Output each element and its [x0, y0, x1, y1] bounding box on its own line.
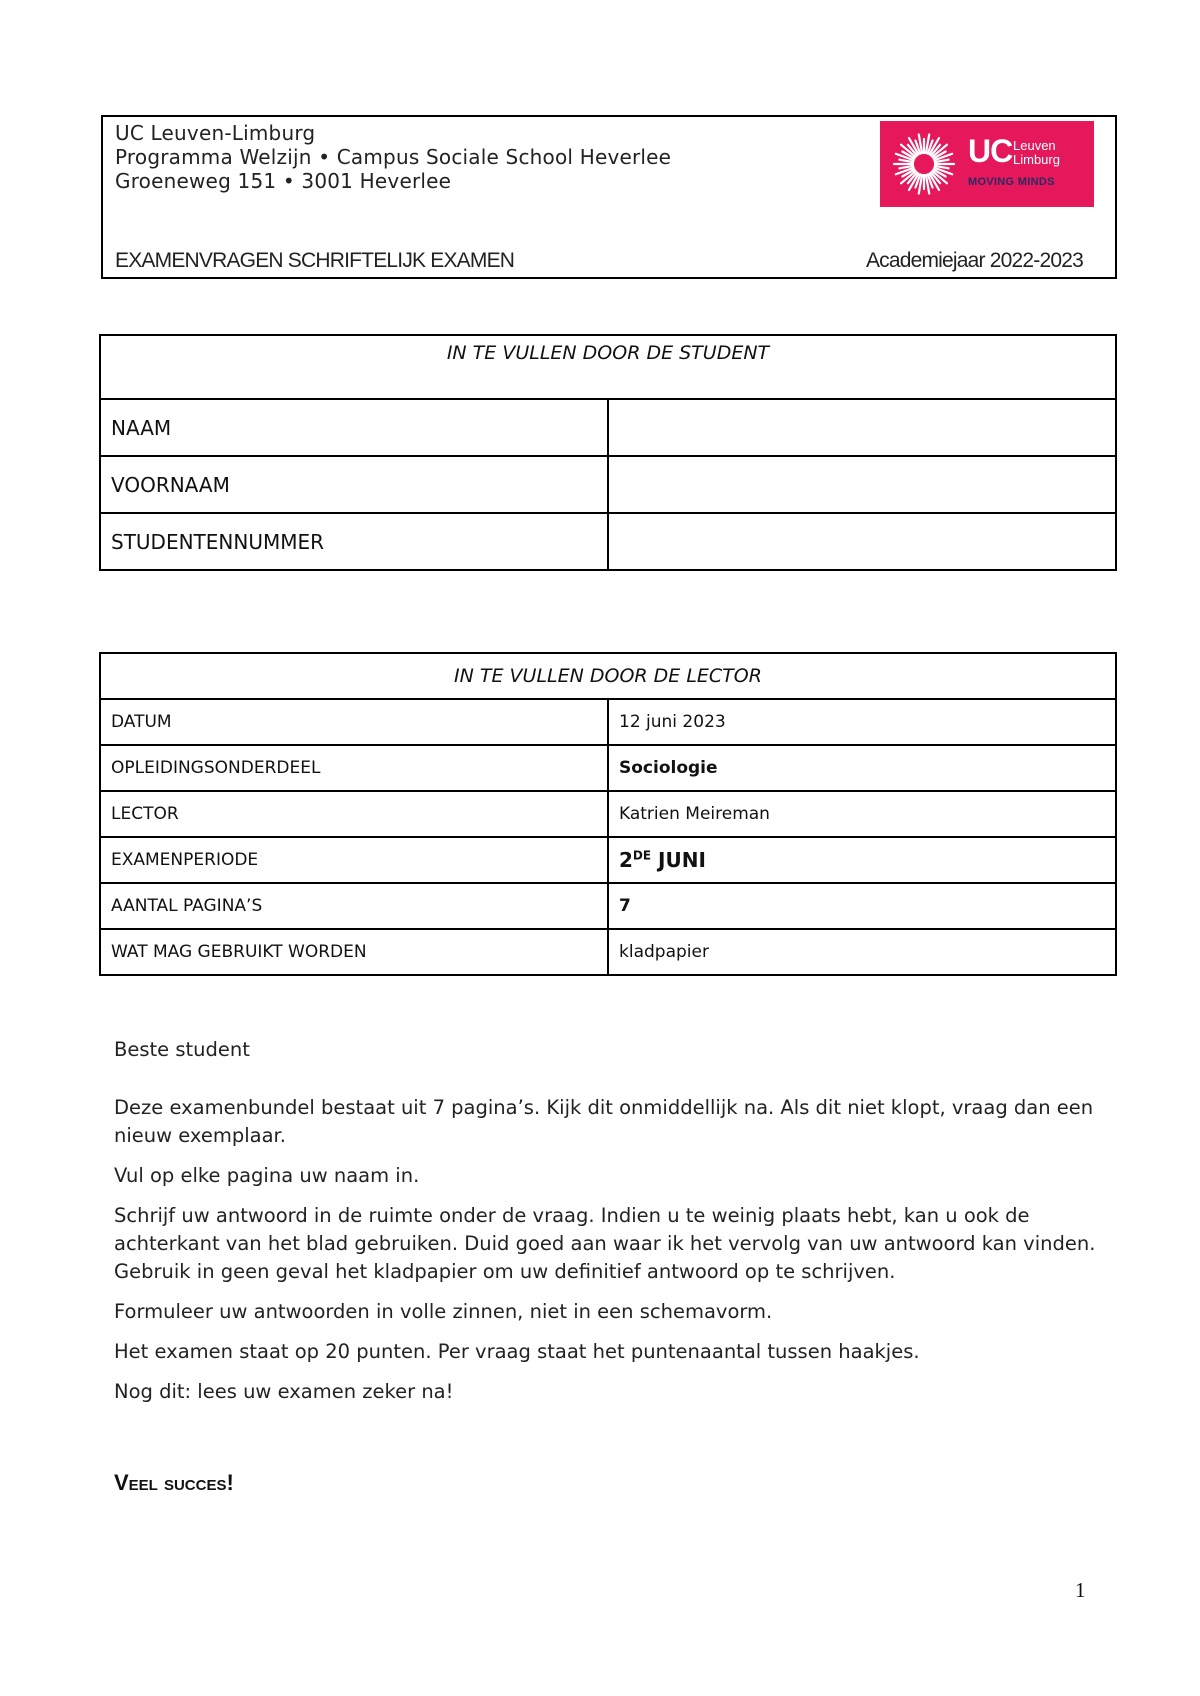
student-number-field[interactable] [608, 513, 1116, 570]
logo-name: Leuven Limburg [1013, 138, 1060, 167]
date-label: DATUM [100, 699, 608, 745]
closing-message: Veel succes! [114, 1470, 234, 1495]
page-number: 1 [1075, 1578, 1086, 1602]
table-row [100, 883, 1116, 929]
table-row [100, 699, 1116, 745]
first-name-field[interactable] [608, 456, 1116, 513]
exam-title: EXAMENVRAGEN SCHRIFTELIJK EXAMEN [115, 249, 515, 272]
lector-label: LECTOR [100, 791, 608, 837]
lector-table-title: IN TE VULLEN DOOR DE LECTOR [100, 653, 1116, 699]
institution-name: UC Leuven-Limburg [115, 121, 316, 145]
table-row [100, 399, 1116, 456]
allowed-materials-label: WAT MAG GEBRUIKT WORDEN [100, 929, 608, 975]
page-count-label: AANTAL PAGINA’S [100, 883, 608, 929]
course-label: OPLEIDINGSONDERDEEL [100, 745, 608, 791]
program-line: Programma Welzijn • Campus Sociale School Heverlee [115, 145, 672, 169]
exam-period-label: EXAMENPERIODE [100, 837, 608, 883]
uc-leuven-limburg-logo [880, 121, 1094, 207]
name-label: NAAM [100, 399, 608, 456]
instruction-paragraph: Nog dit: lees uw examen zeker na! [114, 1380, 454, 1403]
table-row [100, 837, 1116, 883]
instruction-paragraph: Formuleer uw antwoorden in volle zinnen, niet in een schemavorm. [114, 1300, 773, 1323]
table-row [100, 513, 1116, 570]
name-field[interactable] [608, 399, 1116, 456]
first-name-label: VOORNAAM [100, 456, 608, 513]
sunburst-icon [880, 121, 960, 207]
logo-tagline: MOVING MINDS [968, 176, 1055, 188]
student-table-title: IN TE VULLEN DOOR DE STUDENT [100, 335, 1116, 399]
instruction-paragraph: Het examen staat op 20 punten. Per vraag staat het puntenaantal tussen haakjes. [114, 1340, 920, 1363]
allowed-materials-value: kladpapier [608, 929, 1116, 975]
academic-year: Academiejaar 2022-2023 [865, 249, 1083, 272]
lector-info-table [99, 652, 1117, 976]
instruction-paragraph: Deze examenbundel bestaat uit 7 pagina’s. Kijk dit onmiddellijk na. Als dit niet klopt, vraag dan een nieuw exemplaar. [114, 1096, 1094, 1147]
instruction-paragraph: Schrijf uw antwoord in de ruimte onder de vraag. Indien u te weinig plaats hebt, kan u ook de achterkant van het blad gebruiken. Duid goed aan waar ik het vervolg van uw antwoord kan vinden. Gebruik in geen geval het kladpapier om uw definitief antwoord op te schrijven. [114, 1204, 1096, 1283]
logo-uc-text: UC [968, 133, 1013, 169]
instructions [114, 1036, 1099, 1418]
table-row [100, 745, 1116, 791]
table-row [100, 929, 1116, 975]
document-header [101, 115, 1117, 279]
table-row [100, 791, 1116, 837]
course-value: Sociologie [608, 745, 1116, 791]
address-line: Groeneweg 151 • 3001 Heverlee [115, 169, 452, 193]
lector-value: Katrien Meireman [608, 791, 1116, 837]
instruction-paragraph: Vul op elke pagina uw naam in. [114, 1164, 420, 1187]
table-row [100, 456, 1116, 513]
student-number-label: STUDENTENNUMMER [100, 513, 608, 570]
date-value: 12 juni 2023 [608, 699, 1116, 745]
page-count-value: 7 [608, 883, 1116, 929]
greeting: Beste student [114, 1038, 250, 1061]
student-info-table [99, 334, 1117, 571]
exam-period-value: 2DE JUNI [608, 837, 1116, 883]
